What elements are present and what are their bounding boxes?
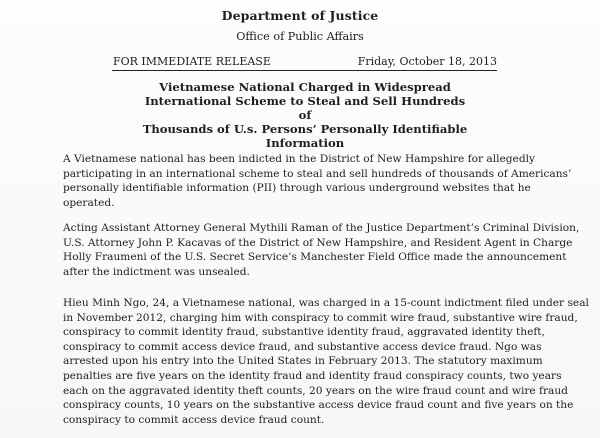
release-row [112, 55, 497, 71]
headline-line: Vietnamese National Charged in Widespread [159, 80, 451, 94]
paragraph-line: arrested upon his entry into the United States in February 2013. The statutory maximum [63, 355, 543, 368]
headline [140, 80, 470, 150]
paragraph-line: conspiracy to commit access device fraud, and substantive access device fraud. Ngo was [63, 340, 542, 353]
paragraph-1 [63, 152, 598, 210]
paragraph-line: personally identifiable information (PII) through various underground websites that he [63, 182, 531, 195]
paragraph-line: Holly Fraumeni of the U.S. Secret Service’s Manchester Field Office made the announcement [63, 251, 567, 264]
paragraph-line: in November 2012, charging him with conspiracy to commit wire fraud, substantive wire fraud, [63, 311, 578, 324]
paragraph-2 [63, 221, 598, 279]
paragraph-line: operated. [63, 196, 115, 209]
paragraph-line: participating in an international scheme to steal and sell hundreds of thousands of Americans’ [63, 167, 572, 180]
headline-line: Information [265, 136, 345, 150]
headline-line: Thousands of U.s. Persons’ Personally Identifiable [142, 122, 468, 136]
paragraph-line: Acting Assistant Attorney General Mythili Raman of the Justice Department’s Criminal Division, [63, 222, 580, 234]
release-date: Friday, October 18, 2013 [357, 55, 497, 68]
paragraph-line: conspiracy to commit identity fraud, substantive identity fraud, aggravated identity theft, [63, 326, 545, 339]
office-name: Office of Public Affairs [236, 30, 364, 43]
paragraph-line: U.S. Attorney John P. Kacavas of the District of New Hampshire, and Resident Agent in Charge [63, 236, 573, 249]
department-title: Department of Justice [221, 8, 379, 23]
paragraph-line: after the indictment was unsealed. [63, 265, 250, 278]
paragraph-3 [63, 296, 598, 427]
paragraph-line: conspiracy counts, 10 years on the substantive access device fraud count and five years on the [63, 399, 574, 412]
paragraph-line: A Vietnamese national has been indicted in the District of New Hampshire for allegedly [63, 153, 535, 165]
paragraph-line: penalties are five years on the identity fraud and identity fraud conspiracy counts, two years [63, 369, 562, 382]
release-label: FOR IMMEDIATE RELEASE [113, 55, 271, 68]
headline-line: International Scheme to Steal and Sell Hundreds of [144, 94, 466, 122]
paragraph-line: each on the aggravated identity theft counts, 20 years on the wire fraud count and wire fraud [63, 384, 568, 397]
paragraph-line: Hieu Minh Ngo, 24, a Vietnamese national, was charged in a 15-count indictment filed under seal [63, 297, 589, 309]
paragraph-line: conspiracy to commit access device fraud count. [63, 413, 325, 426]
